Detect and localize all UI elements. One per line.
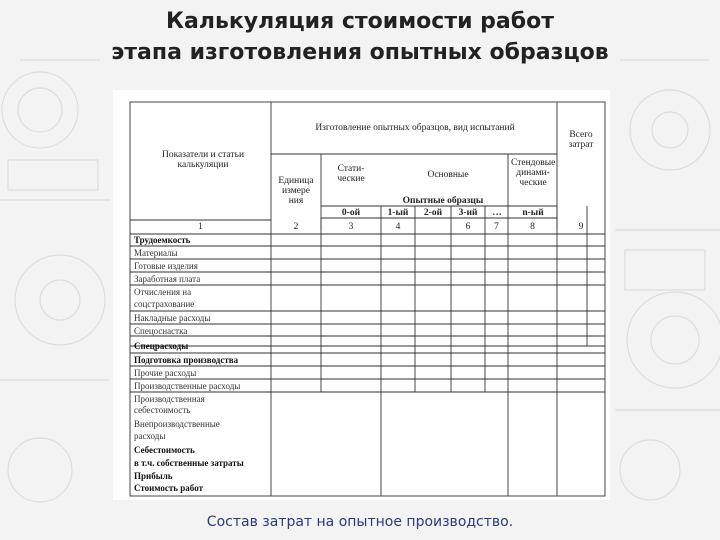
col-number: 4 (395, 222, 401, 232)
col-number: 2 (293, 222, 299, 232)
row-label: Трудоемкость (134, 235, 191, 245)
col-number: 3 (348, 222, 354, 232)
row-label: Прибыль (134, 471, 173, 481)
sample-2: 2-ой (423, 208, 443, 218)
col-number: 9 (578, 222, 584, 232)
header-basic: Основные (427, 170, 469, 180)
col-number: 6 (465, 222, 471, 232)
header-manufacturing: Изготовление опытных образцов, вид испытаний (315, 123, 515, 133)
header-unit: Единица измере ния (278, 176, 314, 206)
row-label: Прочие расходы (134, 368, 197, 378)
row-label: в т.ч. собственные затраты (134, 458, 244, 468)
row-label: Заработная плата (134, 274, 201, 284)
row-label: Себестоимость (134, 445, 195, 455)
row-label: соцстрахование (134, 299, 195, 309)
sample-n: n-ый (522, 208, 544, 218)
header-bench: Стендовые динами- ческие (511, 158, 556, 188)
row-label: Производственная (134, 394, 205, 404)
row-label: Производственные расходы (134, 381, 241, 391)
row-label: Стоимость работ (134, 483, 203, 493)
sample-dots: … (492, 208, 502, 218)
col-number: 7 (494, 222, 499, 232)
row-label: Материалы (134, 248, 178, 258)
row-label: Внепроизводственные (134, 419, 220, 429)
row-label: Готовые изделия (134, 261, 198, 271)
row-label: Отчисления на (134, 287, 192, 297)
row-label: Подготовка производства (134, 355, 239, 365)
title-line-2: этапа изготовления опытных образцов (111, 40, 609, 65)
row-label: Спецоснастка (134, 326, 188, 336)
row-label: Спецрасходы (134, 341, 189, 351)
slide-title (0, 6, 720, 68)
col-number: 8 (530, 222, 535, 232)
title-line-1: Калькуляция стоимости работ (166, 9, 554, 34)
sample-0: 0-ой (341, 208, 361, 218)
row-label: себестоимость (134, 405, 191, 415)
sample-1: 1-ый (387, 208, 409, 218)
header-indicators: Показатели и статьи калькуляции (161, 150, 245, 170)
sample-3: 3-ий (458, 208, 478, 218)
row-label: расходы (134, 431, 166, 441)
slide-caption: Состав затрат на опытное производство. (206, 514, 514, 530)
header-prototypes: Опытные образцы (402, 196, 484, 206)
header-static: Стати- ческие (337, 164, 365, 184)
col-number: 1 (198, 222, 203, 232)
row-label: Накладные расходы (134, 313, 211, 323)
calculation-table (113, 90, 610, 500)
header-total: Всего затрат (568, 130, 594, 150)
